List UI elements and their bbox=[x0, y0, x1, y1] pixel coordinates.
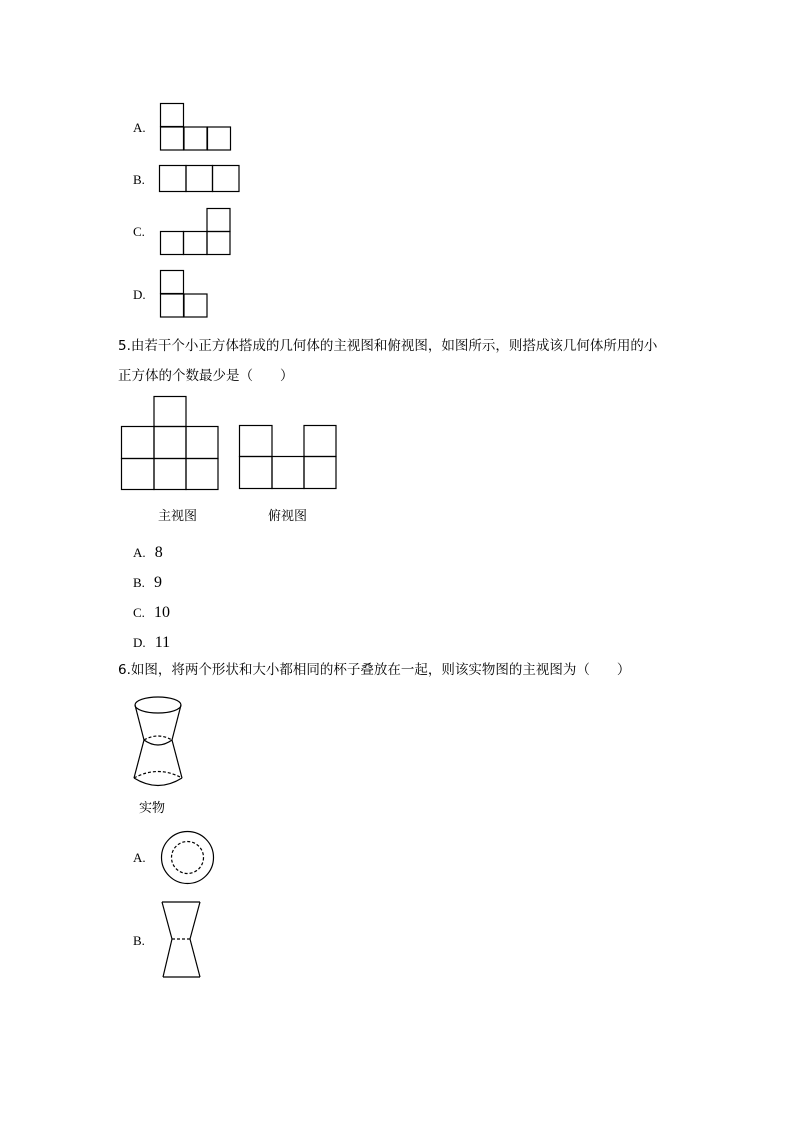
option-value: 8 bbox=[154, 544, 163, 561]
q4-option-d-label: D. bbox=[133, 287, 146, 302]
option-label: C. bbox=[133, 605, 145, 620]
q4-option-b-label: B. bbox=[133, 172, 145, 187]
q5-top-view-caption: 俯视图 bbox=[268, 509, 308, 524]
q5-front-view-figure bbox=[121, 396, 221, 492]
q6-option-b-label: B. bbox=[133, 933, 145, 948]
q6-object-caption: 实物 bbox=[139, 801, 166, 816]
q5-option-d[interactable] bbox=[133, 632, 170, 652]
q6-option-a-figure bbox=[160, 830, 216, 886]
q5-option-c[interactable] bbox=[133, 602, 170, 622]
q6-option-b-figure bbox=[160, 900, 204, 980]
q5-front-view-caption: 主视图 bbox=[158, 509, 198, 524]
q4-option-d-figure bbox=[160, 270, 210, 320]
q5-option-a[interactable] bbox=[133, 542, 163, 562]
q5-stem-line2: 正方体的个数最少是（ ） bbox=[118, 368, 294, 384]
q6-option-a-label: A. bbox=[133, 850, 146, 865]
option-label: A. bbox=[133, 545, 146, 560]
q5-option-b[interactable] bbox=[133, 572, 162, 592]
option-value: 9 bbox=[154, 574, 163, 591]
q4-option-c-figure bbox=[160, 208, 232, 256]
q4-option-a-figure bbox=[160, 103, 232, 153]
q4-option-a-label: A. bbox=[133, 120, 146, 135]
q6-stem-line1: 6.如图，将两个形状和大小都相同的杯子叠放在一起，则该实物图的主视图为（ ） bbox=[118, 662, 631, 678]
option-label: B. bbox=[133, 575, 145, 590]
q6-object-figure bbox=[130, 695, 190, 795]
q5-top-view-figure bbox=[239, 425, 339, 491]
q4-option-c-label: C. bbox=[133, 224, 145, 239]
option-value: 10 bbox=[154, 604, 171, 621]
option-value: 11 bbox=[154, 634, 171, 651]
q5-stem-line1: 5.由若干个小正方体搭成的几何体的主视图和俯视图，如图所示，则搭成该几何体所用的小 bbox=[118, 338, 658, 354]
q4-option-b-figure bbox=[159, 165, 241, 193]
option-label: D. bbox=[133, 635, 146, 650]
